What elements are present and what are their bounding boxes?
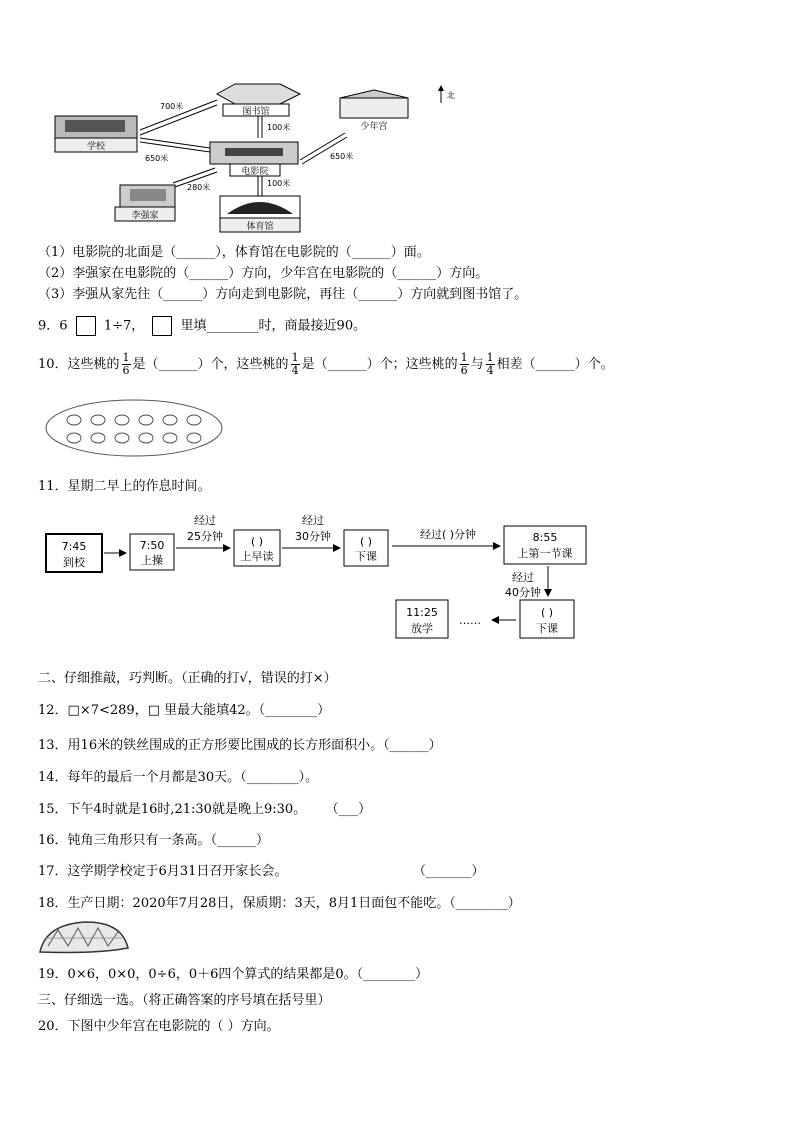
arrow1-top: 经过 bbox=[194, 514, 216, 527]
arrow4-top: 经过 bbox=[512, 571, 534, 584]
question-12: 12．□×7<289，□ 里最大能填42。（________） bbox=[38, 703, 331, 718]
q9-num: 9．6 bbox=[38, 318, 68, 334]
box-arrive-time: 7:45 bbox=[61, 540, 87, 553]
q9-box-2 bbox=[152, 316, 172, 336]
fraction-1-4-b: $\frac{1}{4}$ bbox=[486, 351, 494, 377]
fraction-1-6: $\frac{1}{6}$ bbox=[122, 351, 130, 377]
q17-text: 17．这学期学校定于6月31日召开家长会。 bbox=[38, 864, 288, 879]
peaches-figure bbox=[44, 398, 224, 458]
box-exercise-label: 上操 bbox=[141, 554, 163, 567]
box-break-label: 下课 bbox=[355, 550, 377, 563]
question-10 bbox=[38, 352, 614, 377]
question-17 bbox=[38, 863, 484, 881]
box-break-2-time: ( ) bbox=[540, 606, 554, 619]
library-label: 图书馆 bbox=[242, 107, 270, 117]
fraction-1-4: $\frac{1}{4}$ bbox=[291, 351, 299, 377]
q8-line1: （1）电影院的北面是（______），体育馆在电影院的（______）面。 bbox=[38, 245, 430, 260]
north-label: 北 bbox=[447, 91, 455, 100]
box-exercise-time: 7:50 bbox=[139, 539, 165, 552]
distance-school-library: 700米 bbox=[160, 102, 184, 111]
distance-cinema-youth: 650米 bbox=[330, 152, 354, 161]
q10-part5: 相差（______）个。 bbox=[496, 357, 614, 372]
distance-library-cinema: 100米 bbox=[267, 123, 291, 132]
q9-box-1 bbox=[76, 316, 96, 336]
youth-palace-label: 少年宫 bbox=[360, 122, 388, 132]
box-dismiss-time: 11:25 bbox=[406, 606, 438, 619]
gym-building bbox=[220, 196, 300, 232]
arrow2-top: 经过 bbox=[302, 514, 324, 527]
section-3-heading: 三、仔细选一选。（将正确答案的序号填在括号里） bbox=[38, 993, 331, 1008]
youth-palace-building bbox=[340, 90, 408, 132]
question-20: 20．下图中少年宫在电影院的（ ）方向。 bbox=[38, 1019, 280, 1034]
q8-line2: （2）李强家在电影院的（______）方向，少年宫在电影院的（______）方向。 bbox=[38, 266, 489, 281]
bread-image bbox=[36, 918, 132, 956]
box-first-class-time: 8:55 bbox=[532, 531, 558, 544]
school-building bbox=[55, 116, 137, 152]
distance-cinema-gym: 100米 bbox=[267, 179, 291, 188]
box-first-class-label: 上第一节课 bbox=[517, 547, 573, 560]
question-19: 19．0×6，0×0，0÷6，0＋6四个算式的结果都是0。（________） bbox=[38, 967, 429, 982]
q15-text: 15．下午4时就是16时,21:30就是晚上9:30。 bbox=[38, 802, 307, 817]
question-14: 14．每年的最后一个月都是30天。（________）。 bbox=[38, 770, 319, 785]
box-dismiss-label: 放学 bbox=[411, 622, 433, 635]
box-reading-label: 上早读 bbox=[240, 550, 274, 563]
q15-blank: （___） bbox=[332, 802, 372, 817]
liqiang-home-building bbox=[115, 185, 175, 221]
question-13: 13．用16米的铁丝围成的正方形要比围成的长方形面积小。（______） bbox=[38, 738, 442, 753]
map-diagram bbox=[45, 78, 465, 233]
box-break-2-label: 下课 bbox=[536, 622, 558, 635]
distance-school-cinema: 650米 bbox=[145, 154, 169, 163]
school-label: 学校 bbox=[86, 142, 106, 152]
question-9 bbox=[38, 316, 366, 336]
arrow1-bottom: 25分钟 bbox=[187, 530, 223, 543]
box-arrive-label: 到校 bbox=[63, 556, 85, 569]
q8-line3: （3）李强从家先往（______）方向走到电影院，再往（______）方向就到图书馆了。 bbox=[38, 287, 528, 302]
arrow2-bottom: 30分钟 bbox=[295, 530, 331, 543]
cinema-label: 电影院 bbox=[241, 167, 269, 177]
question-11: 11．星期二早上的作息时间。 bbox=[38, 479, 211, 494]
question-16: 16．钝角三角形只有一条高。（______） bbox=[38, 833, 270, 848]
north-arrow-icon bbox=[438, 85, 444, 103]
question-15 bbox=[38, 801, 371, 819]
distance-home-cinema: 280米 bbox=[187, 183, 211, 192]
box-break-time: ( ) bbox=[359, 535, 373, 548]
arrow3-label: 经过( )分钟 bbox=[419, 528, 477, 541]
section-2-heading: 二、仔细推敲，巧判断。（正确的打√，错误的打×） bbox=[38, 671, 337, 686]
q10-part2: 是（______）个，这些桃的 bbox=[132, 357, 289, 372]
question-18: 18．生产日期：2020年7月28日，保质期：3天，8月1日面包不能吃。（________） bbox=[38, 896, 521, 911]
q9-mid: 1÷7， bbox=[103, 318, 145, 334]
q9-tail: 里填________时，商最接近90。 bbox=[180, 318, 367, 334]
arrow4-bottom: 40分钟 bbox=[505, 586, 541, 599]
q10-part1: 10．这些桃的 bbox=[38, 357, 120, 372]
schedule-flowchart bbox=[40, 508, 600, 644]
cinema-building bbox=[210, 142, 298, 177]
box-reading-time: ( ) bbox=[250, 535, 264, 548]
q10-part3: 是（______）个；这些桃的 bbox=[301, 357, 458, 372]
q17-blank: （_______） bbox=[419, 864, 485, 879]
gym-label: 体育馆 bbox=[246, 222, 274, 232]
arrow5-dots: …… bbox=[459, 614, 481, 627]
home-label: 李强家 bbox=[131, 211, 159, 221]
fraction-1-6-b: $\frac{1}{6}$ bbox=[460, 351, 468, 377]
q10-part4: 与 bbox=[470, 357, 484, 372]
library-building bbox=[217, 84, 300, 117]
